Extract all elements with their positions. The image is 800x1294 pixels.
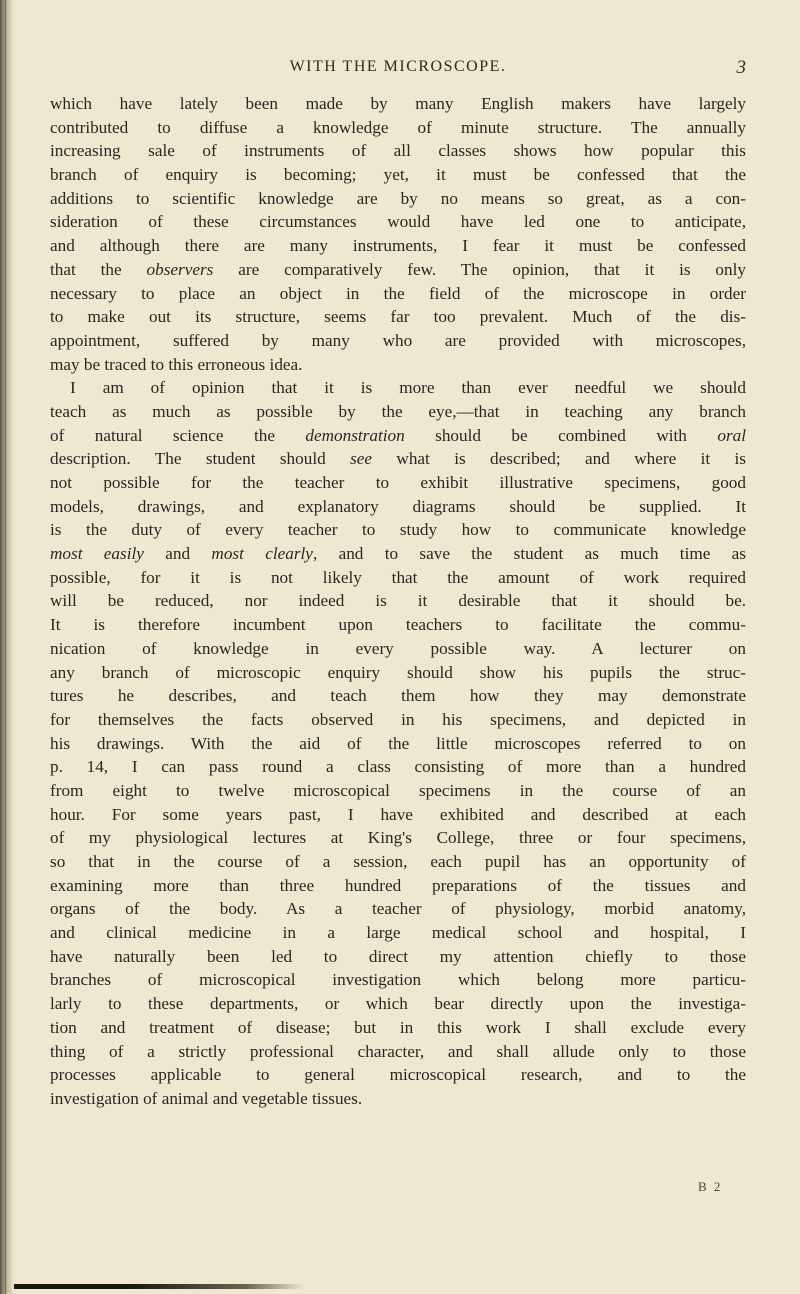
text-line (50, 613, 746, 637)
text-segment: is the duty of every teacher to study how to communicate knowledge (50, 520, 746, 540)
text-segment: his drawings. With the aid of the little microscopes referred to on (50, 733, 746, 753)
text-line (50, 732, 746, 756)
text-segment: It is therefore incumbent upon teachers to facilitate the commu- (50, 615, 746, 635)
italic-text: most easily (50, 544, 144, 564)
text-segment: organs of the body. As a teacher of physiology, morbid anatomy, (50, 899, 746, 919)
text-line (50, 447, 746, 471)
text-segment: increasing sale of instruments of all classes shows how popular this (50, 141, 746, 161)
text-line (50, 282, 746, 306)
text-line (50, 779, 746, 803)
text-line (50, 1063, 746, 1087)
text-segment: any branch of microscopic enquiry should show his pupils the struc- (50, 662, 746, 682)
text-segment: additions to scientific knowledge are by no means so great, as a con- (50, 188, 746, 208)
text-segment: description. The student should (50, 449, 351, 469)
text-segment: are comparatively few. The opinion, that it is only (213, 259, 746, 279)
text-segment: of natural science the (50, 425, 306, 445)
text-line (50, 542, 746, 566)
text-line (50, 210, 746, 234)
text-segment: processes applicable to general microscopical research, and to the (50, 1065, 746, 1085)
text-segment: and although there are many instruments, I fear it must be confessed (50, 236, 746, 256)
text-line (50, 826, 746, 850)
running-head (50, 58, 746, 84)
text-line (50, 518, 746, 542)
text-line (50, 329, 746, 353)
text-segment: thing of a strictly professional character, and shall allude only to those (50, 1041, 746, 1061)
text-segment: of my physiological lectures at King's College, three or four specimens, (50, 828, 746, 848)
text-segment: for themselves the facts observed in his specimens, and depicted in (50, 709, 746, 729)
text-line (50, 968, 746, 992)
text-segment: which have lately been made by many English makers have largely (50, 94, 746, 113)
body-text (50, 92, 746, 1111)
binding-edge (5, 0, 6, 1294)
text-line (50, 424, 746, 448)
text-segment: I am of opinion that it is more than ever needful we should (70, 378, 746, 398)
text-line (50, 258, 746, 282)
italic-text: observers (146, 259, 214, 279)
text-line (50, 116, 746, 140)
text-segment: not possible for the teacher to exhibit illustrative specimens, good (50, 473, 746, 492)
signature-mark: B 2 (698, 1179, 723, 1194)
text-segment: that the (50, 259, 147, 279)
text-segment: necessary to place an object in the field of the microscope in order (50, 283, 746, 303)
text-line (50, 353, 746, 377)
italic-text: demonstration (305, 425, 405, 445)
text-segment: p. 14, I can pass round a class consisting of more than a hundred (50, 757, 746, 777)
text-line (50, 874, 746, 898)
text-segment: teach as much as possible by the eye,—that in teaching any branch (50, 401, 746, 421)
text-line (50, 1016, 746, 1040)
text-segment: branch of enquiry is becoming; yet, it must be confessed that the (50, 165, 746, 185)
text-line (50, 850, 746, 874)
text-line (50, 376, 746, 400)
text-line (50, 187, 746, 211)
text-segment: investigation of animal and vegetable tissues. (50, 1088, 363, 1108)
text-segment: what is described; and where it is (372, 449, 746, 469)
text-line (50, 471, 746, 495)
text-line (50, 163, 746, 187)
text-line (50, 921, 746, 945)
text-segment: have naturally been led to direct my attention chiefly to those (50, 946, 746, 966)
running-title: WITH THE MICROSCOPE. (289, 58, 507, 75)
text-line (50, 305, 746, 329)
italic-text: see (350, 449, 373, 469)
text-segment: should be combined with (404, 425, 718, 445)
text-line (50, 1040, 746, 1064)
text-segment: and clinical medicine in a large medical school and hospital, I (50, 923, 746, 943)
text-line (50, 92, 746, 116)
text-line (50, 755, 746, 779)
text-segment: may be traced to this erroneous idea. (50, 354, 303, 374)
text-segment: sideration of these circumstances would have led one to anticipate, (50, 212, 746, 232)
text-segment: and (143, 544, 212, 564)
italic-text: most clearly (211, 544, 313, 564)
text-segment: larly to these departments, or which bear directly upon the investiga- (50, 994, 746, 1014)
text-line (50, 992, 746, 1016)
text-line (50, 684, 746, 708)
text-line (50, 234, 746, 258)
text-segment: models, drawings, and explanatory diagrams should be supplied. It (50, 496, 746, 516)
page-edge-shadow (14, 1284, 304, 1289)
text-segment: nication of knowledge in every possible way. A lecturer on (50, 638, 746, 658)
text-segment: tures he describes, and teach them how they may demonstrate (50, 686, 746, 706)
text-segment: hour. For some years past, I have exhibited and described at each (50, 804, 746, 824)
binding-shadow (0, 0, 14, 1294)
text-line (50, 566, 746, 590)
text-line (50, 803, 746, 827)
text-line (50, 589, 746, 613)
text-line (50, 400, 746, 424)
text-line (50, 945, 746, 969)
text-segment: appointment, suffered by many who are provided with microscopes, (50, 330, 746, 350)
text-line (50, 1087, 746, 1111)
text-line (50, 495, 746, 519)
text-line (50, 139, 746, 163)
text-segment: from eight to twelve microscopical specimens in the course of an (50, 780, 746, 800)
page-number: 3 (736, 57, 746, 78)
italic-text: oral (717, 425, 746, 445)
text-line (50, 637, 746, 661)
text-line (50, 708, 746, 732)
text-segment: , and to save the student as much time as (312, 544, 746, 564)
text-line (50, 897, 746, 921)
text-line (50, 661, 746, 685)
text-segment: to make out its structure, seems far too prevalent. Much of the dis- (50, 307, 746, 327)
text-segment: so that in the course of a session, each pupil has an opportunity of (50, 852, 746, 871)
text-segment: branches of microscopical investigation which belong more particu- (50, 970, 746, 990)
text-segment: will be reduced, nor indeed is it desirable that it should be. (50, 591, 746, 611)
text-segment: contributed to diffuse a knowledge of minute structure. The annually (50, 117, 746, 137)
text-segment: possible, for it is not likely that the amount of work required (50, 567, 746, 587)
text-segment: tion and treatment of disease; but in this work I shall exclude every (50, 1017, 746, 1037)
text-segment: examining more than three hundred preparations of the tissues and (50, 875, 746, 895)
